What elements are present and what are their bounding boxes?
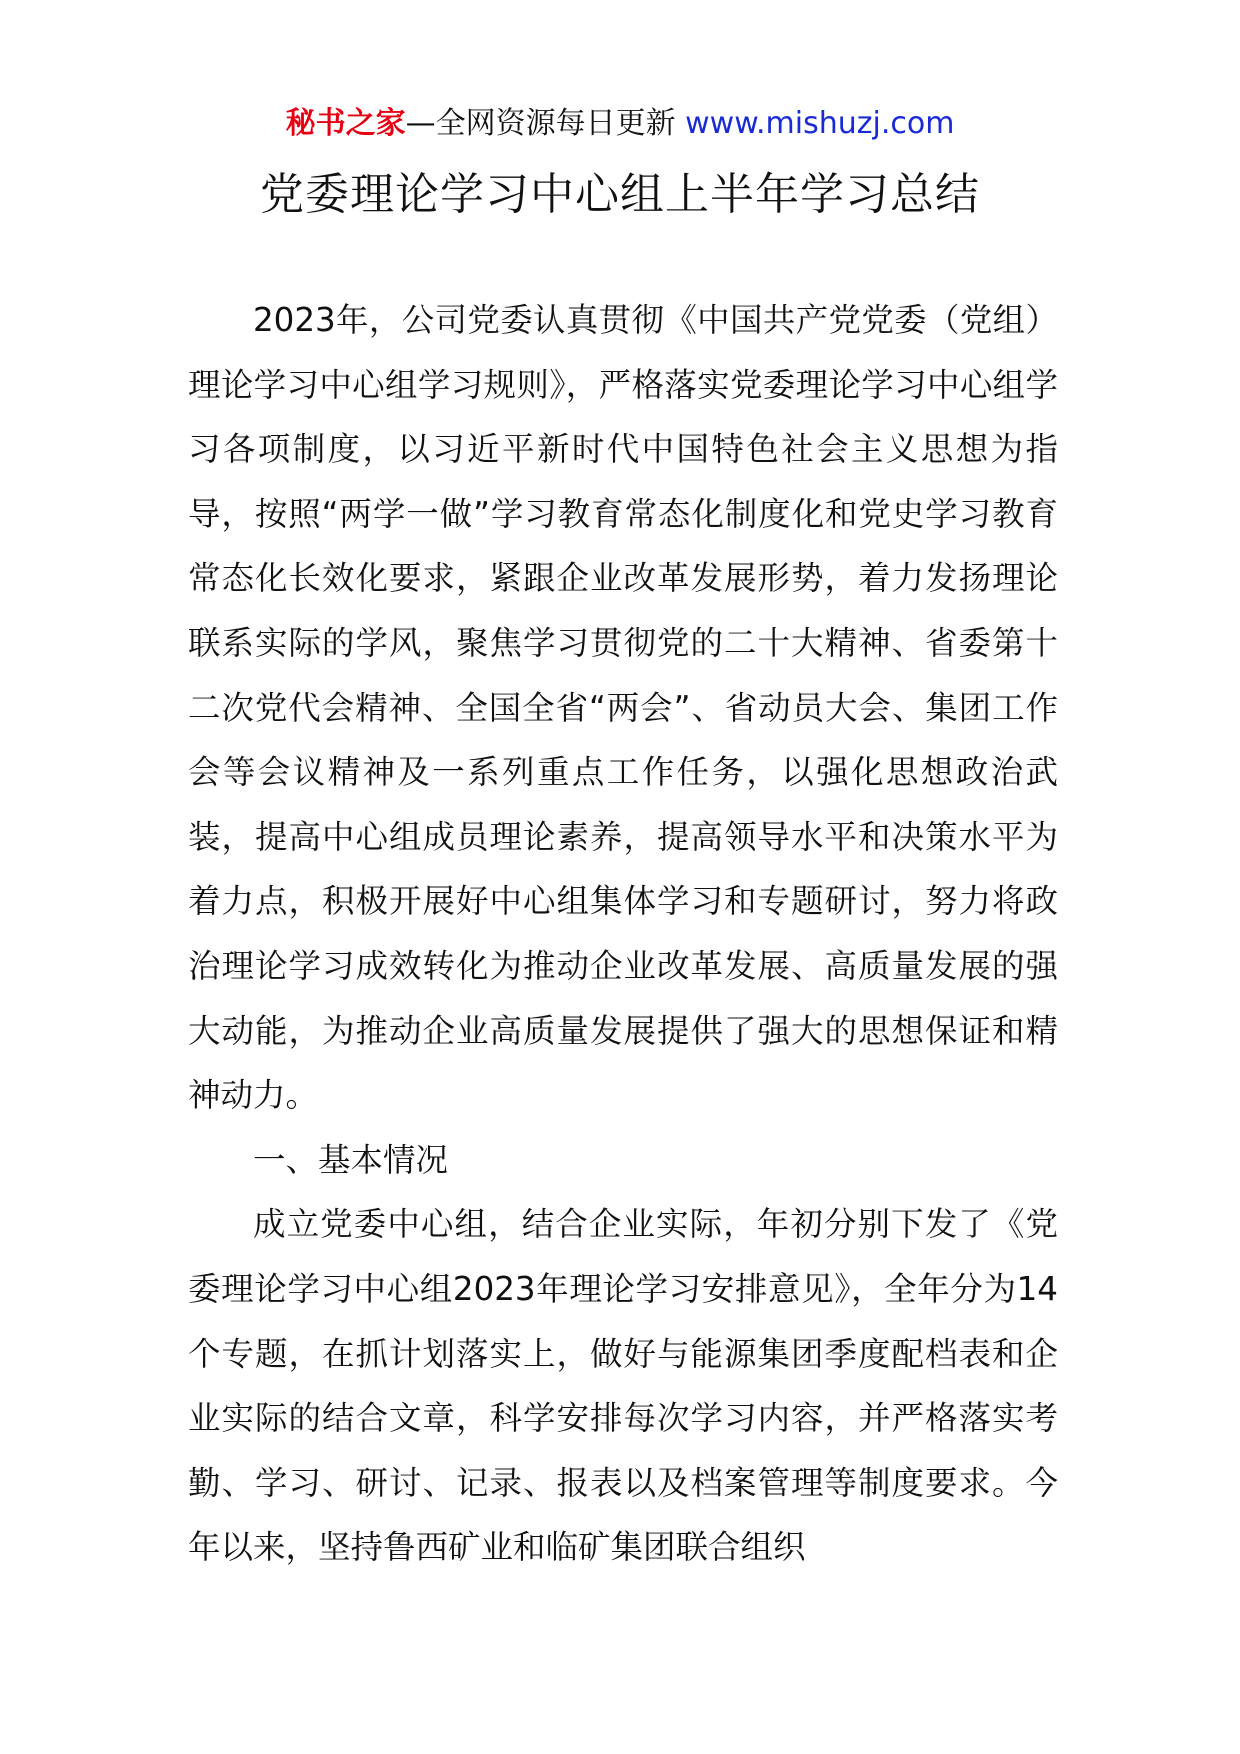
document-title: 党委理论学习中心组上半年学习总结	[260, 169, 980, 220]
intro-paragraph: 2023年，公司党委认真贯彻《中国共产党党委（党组）理论学习中心组学习规则》，严格落实党委理论学习中心组学习各项制度，以习近平新时代中国特色社会主义思想为指导，按照“两学一做”学习教育常态化制度化和党史学习教育常态化长效化要求，紧跟企业改革发展形势，着力发扬理论联系实际的学风，聚焦学习贯彻党的二十大精神、省委第十二次党代会精神、全国全省“两会”、省动员大会、集团工作会等会议精神及一系列重点工作任务，以强化思想政治武装，提高中心组成员理论素养，提高领导水平和决策水平为着力点，积极开展好中心组集体学习和专题研讨，努力将政治理论学习成效转化为推动企业改革发展、高质量发展的强大动能，为推动企业高质量发展提供了强大的思想保证和精神动力。	[188, 301, 1058, 1115]
site-url-link[interactable]: www.mishuzj.com	[685, 106, 955, 141]
section-heading: 一、基本情况	[253, 1140, 449, 1179]
brand-name: 秘书之家	[285, 106, 406, 141]
header-tagline: —全网资源每日更新	[405, 106, 686, 141]
section-paragraph: 成立党委中心组，结合企业实际，年初分别下发了《党委理论学习中心组2023年理论学习安排意见》，全年分为14个专题，在抓计划落实上，做好与能源集团季度配档表和企业实际的结合文章，科学安排每次学习内容，并严格落实考勤、学习、研讨、记录、报表以及档案管理等制度要求。今年以来，坚持鲁西矿业和临矿集团联合组织	[188, 1205, 1058, 1567]
document-body	[188, 288, 1058, 1580]
site-header	[0, 102, 1240, 146]
